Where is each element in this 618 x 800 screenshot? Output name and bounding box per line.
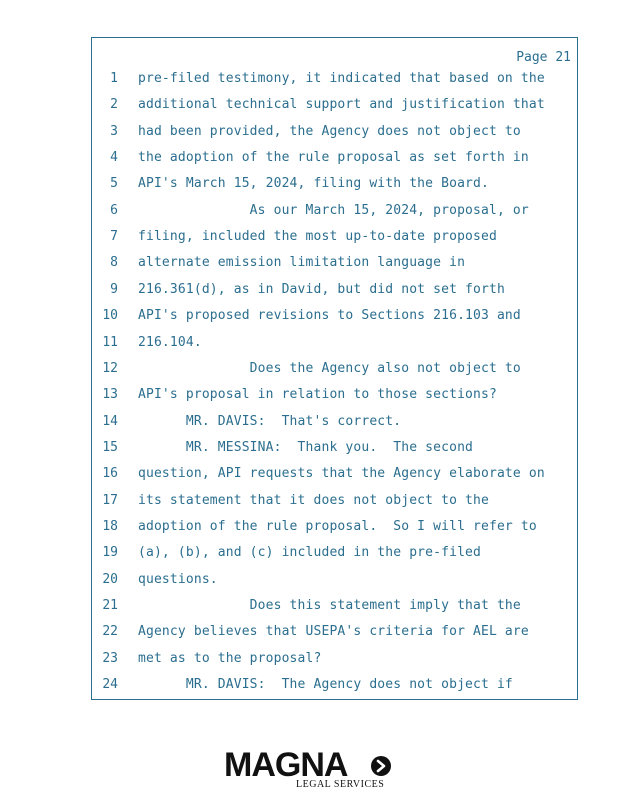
line-number: 13 bbox=[102, 387, 118, 403]
chevron-right-icon bbox=[370, 755, 392, 777]
transcript-line bbox=[92, 176, 579, 202]
transcript-line bbox=[92, 97, 579, 123]
line-text: additional technical support and justification that bbox=[138, 97, 545, 113]
line-text: met as to the proposal? bbox=[138, 650, 322, 666]
transcript-line bbox=[92, 308, 579, 334]
line-text: MR. DAVIS: The Agency does not object if bbox=[138, 677, 513, 693]
line-text: filing, included the most up-to-date proposed bbox=[138, 229, 497, 245]
line-text: pre-filed testimony, it indicated that based on the bbox=[138, 71, 545, 86]
logo-tagline: LEGAL SERVICES bbox=[296, 779, 385, 790]
line-number: 10 bbox=[102, 308, 118, 324]
line-number: 19 bbox=[102, 545, 118, 561]
transcript-line bbox=[92, 335, 579, 361]
line-text: 216.104. bbox=[138, 334, 202, 350]
line-text: Does the Agency also not object to bbox=[138, 360, 521, 376]
transcript-line bbox=[92, 229, 579, 255]
line-text: 216.361(d), as in David, but did not set forth bbox=[138, 281, 505, 297]
line-number: 3 bbox=[110, 123, 118, 139]
transcript-line bbox=[92, 545, 579, 571]
line-number: 6 bbox=[110, 202, 118, 218]
line-number: 17 bbox=[102, 492, 118, 508]
transcript-line bbox=[92, 361, 579, 387]
line-number: 5 bbox=[110, 176, 118, 192]
line-text: Agency believes that USEPA's criteria for AEL are bbox=[138, 624, 529, 640]
transcript-page bbox=[91, 37, 578, 700]
transcript-line bbox=[92, 203, 579, 229]
magna-logo bbox=[224, 748, 396, 792]
transcript-line bbox=[92, 572, 579, 598]
line-text: As our March 15, 2024, proposal, or bbox=[138, 202, 529, 218]
line-number: 24 bbox=[102, 677, 118, 693]
line-text: questions. bbox=[138, 571, 218, 587]
line-text: (a), (b), and (c) included in the pre-filed bbox=[138, 545, 481, 561]
line-number: 8 bbox=[110, 255, 118, 271]
line-number: 21 bbox=[102, 598, 118, 613]
line-number: 15 bbox=[102, 439, 118, 455]
transcript-line bbox=[92, 387, 579, 413]
logo-wordmark: MAGNA bbox=[224, 746, 348, 784]
page-number: Page 21 bbox=[516, 50, 571, 65]
transcript-line bbox=[92, 282, 579, 308]
transcript-line bbox=[92, 150, 579, 176]
transcript-line bbox=[92, 124, 579, 150]
transcript-line bbox=[92, 598, 579, 624]
line-text: question, API requests that the Agency elaborate on bbox=[138, 466, 545, 482]
line-text: MR. MESSINA: Thank you. The second bbox=[138, 439, 474, 455]
transcript-line bbox=[92, 440, 579, 466]
line-text: API's proposal in relation to those sections? bbox=[138, 387, 497, 403]
line-text: Does this statement imply that the bbox=[138, 598, 521, 613]
transcript-line bbox=[92, 519, 579, 545]
line-number: 4 bbox=[110, 150, 118, 166]
line-text: alternate emission limitation language in bbox=[138, 255, 466, 271]
line-number: 23 bbox=[102, 650, 118, 666]
line-number: 11 bbox=[102, 334, 118, 350]
line-text: MR. DAVIS: That's correct. bbox=[138, 413, 402, 429]
line-number: 16 bbox=[102, 466, 118, 482]
line-text: API's March 15, 2024, filing with the Board. bbox=[138, 176, 489, 192]
transcript-line bbox=[92, 71, 579, 97]
line-number: 22 bbox=[102, 624, 118, 640]
line-number: 20 bbox=[102, 571, 118, 587]
line-number: 1 bbox=[110, 71, 118, 86]
transcript-line bbox=[92, 651, 579, 677]
line-text: API's proposed revisions to Sections 216.103 and bbox=[138, 308, 521, 324]
line-number: 12 bbox=[102, 360, 118, 376]
transcript-line bbox=[92, 414, 579, 440]
line-number: 9 bbox=[110, 281, 118, 297]
line-number: 2 bbox=[110, 97, 118, 113]
line-text: its statement that it does not object to the bbox=[138, 492, 489, 508]
transcript-line bbox=[92, 466, 579, 492]
line-text: had been provided, the Agency does not object to bbox=[138, 123, 521, 139]
transcript-line bbox=[92, 493, 579, 519]
line-number: 18 bbox=[102, 518, 118, 534]
line-number: 14 bbox=[102, 413, 118, 429]
transcript-line bbox=[92, 624, 579, 650]
transcript-line bbox=[92, 677, 579, 703]
line-text: the adoption of the rule proposal as set forth in bbox=[138, 150, 529, 166]
transcript-line bbox=[92, 255, 579, 281]
line-text: adoption of the rule proposal. So I will refer to bbox=[138, 518, 537, 534]
line-number: 7 bbox=[110, 229, 118, 245]
